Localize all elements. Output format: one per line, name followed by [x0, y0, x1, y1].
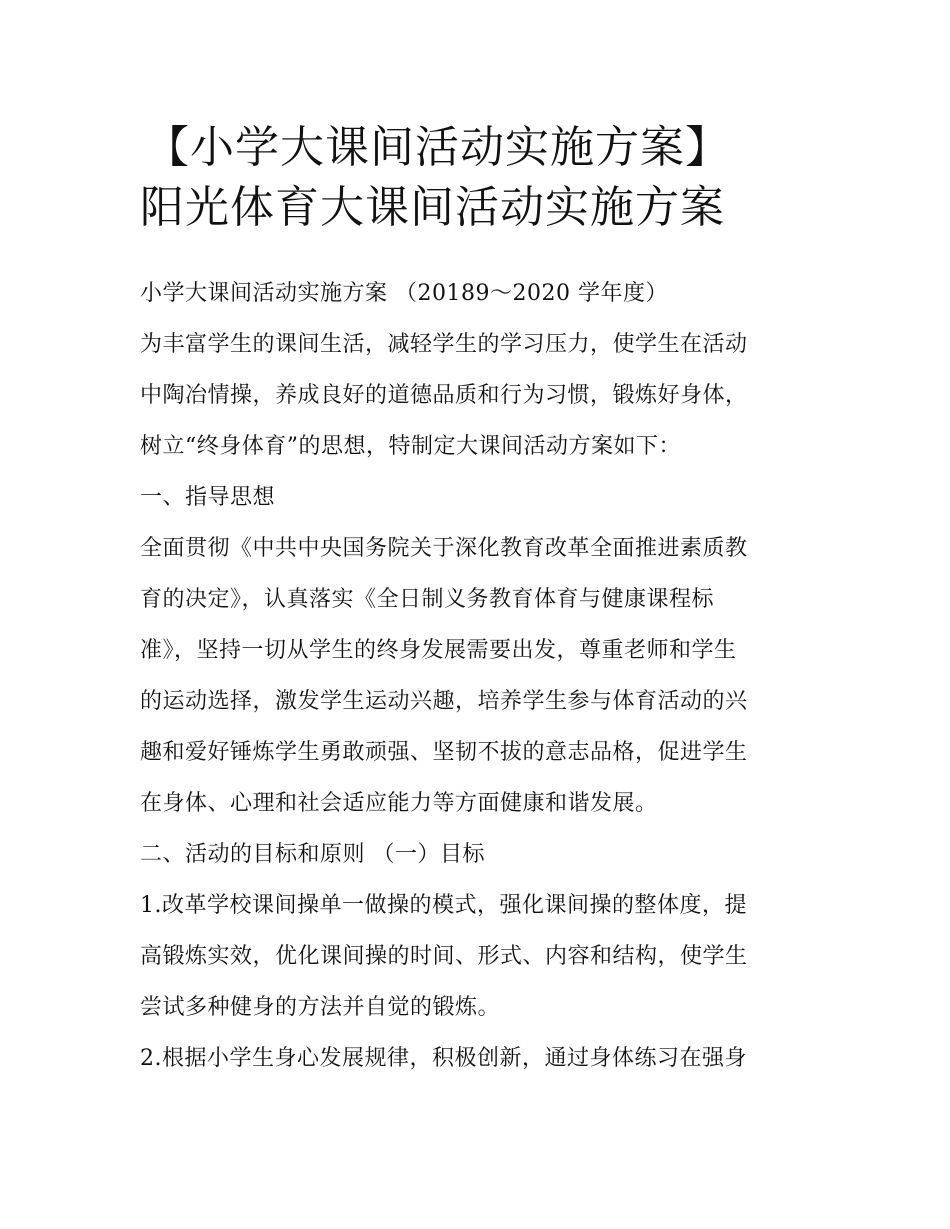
- intro-line: 树立“终身体育”的思想，特制定大课间活动方案如下：: [140, 434, 681, 459]
- section-1-line: 全面贯彻《中共中央国务院关于深化教育改革全面推进素质教: [140, 536, 748, 561]
- section-2-line: 尝试多种健身的方法并自觉的锻炼。: [140, 995, 501, 1020]
- section-2-line: 1.改革学校课间操单一做操的模式，强化课间操的整体度，提: [140, 893, 747, 918]
- paragraph-block: [140, 268, 830, 1084]
- document-title: [140, 118, 830, 238]
- section-heading-2: 二、活动的目标和原则 （一）目标: [140, 842, 485, 867]
- document-body: [140, 118, 830, 1084]
- subtitle-line: 小学大课间活动实施方案 （20189～2020 学年度）: [140, 281, 668, 306]
- title-line-2: 阳光体育大课间活动实施方案: [140, 182, 725, 233]
- section-1-line: 的运动选择，激发学生运动兴趣，培养学生参与体育活动的兴: [140, 689, 748, 714]
- section-1-line: 在身体、心理和社会适应能力等方面健康和谐发展。: [140, 791, 658, 816]
- section-1-line: 准》，坚持一切从学生的终身发展需要出发，尊重老师和学生: [140, 638, 737, 663]
- intro-line: 中陶冶情操，养成良好的道德品质和行为习惯，锻炼好身体，: [140, 383, 748, 408]
- section-2-line: 2.根据小学生身心发展规律，积极创新，通过身体练习在强身: [140, 1046, 747, 1071]
- intro-line: 为丰富学生的课间生活，减轻学生的学习压力，使学生在活动: [140, 332, 748, 357]
- section-1-line: 趣和爱好锤炼学生勇敢顽强、坚韧不拔的意志品格，促进学生: [140, 740, 748, 765]
- section-heading-1: 一、指导思想: [140, 485, 276, 510]
- title-line-1: 【小学大课间活动实施方案】: [145, 122, 730, 173]
- section-2-line: 高锻炼实效，优化课间操的时间、形式、内容和结构，使学生: [140, 944, 748, 969]
- section-1-line: 育的决定》，认真落实《全日制义务教育体育与健康课程标: [140, 587, 715, 612]
